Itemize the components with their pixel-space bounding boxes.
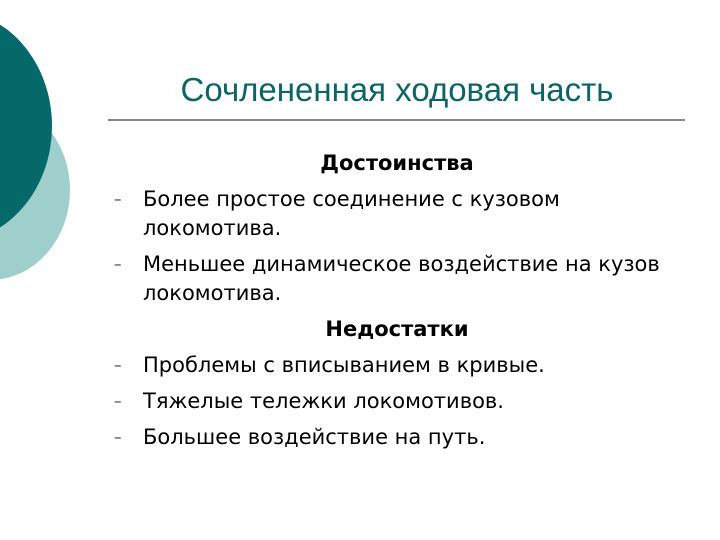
dash-bullet-icon: – — [114, 190, 122, 208]
dash-bullet-icon: – — [114, 356, 122, 374]
list-item-text: Более простое соединение с кузовом локомотива. — [143, 187, 560, 240]
dash-bullet-icon: – — [114, 255, 122, 273]
section-heading-advantages: Достоинства — [320, 151, 474, 175]
list-item — [112, 185, 682, 243]
list-item-text: Тяжелые тележки локомотивов. — [143, 389, 504, 413]
list-item-text: Проблемы с вписыванием в кривые. — [143, 353, 545, 377]
dash-bullet-icon: – — [114, 428, 122, 446]
slide-title: Сочлененная ходовая часть — [180, 71, 614, 108]
list-item — [112, 250, 682, 308]
list-item — [112, 423, 682, 452]
list-item-text: Большее воздействие на путь. — [143, 425, 486, 449]
dash-bullet-icon: – — [114, 392, 122, 410]
section-heading-disadvantages: Недостатки — [325, 317, 469, 341]
title-divider — [108, 119, 685, 121]
list-item — [112, 387, 682, 416]
slide-body — [112, 149, 682, 459]
list-item-text: Меньшее динамическое воздействие на кузов локомотива. — [143, 252, 660, 305]
list-item — [112, 351, 682, 380]
